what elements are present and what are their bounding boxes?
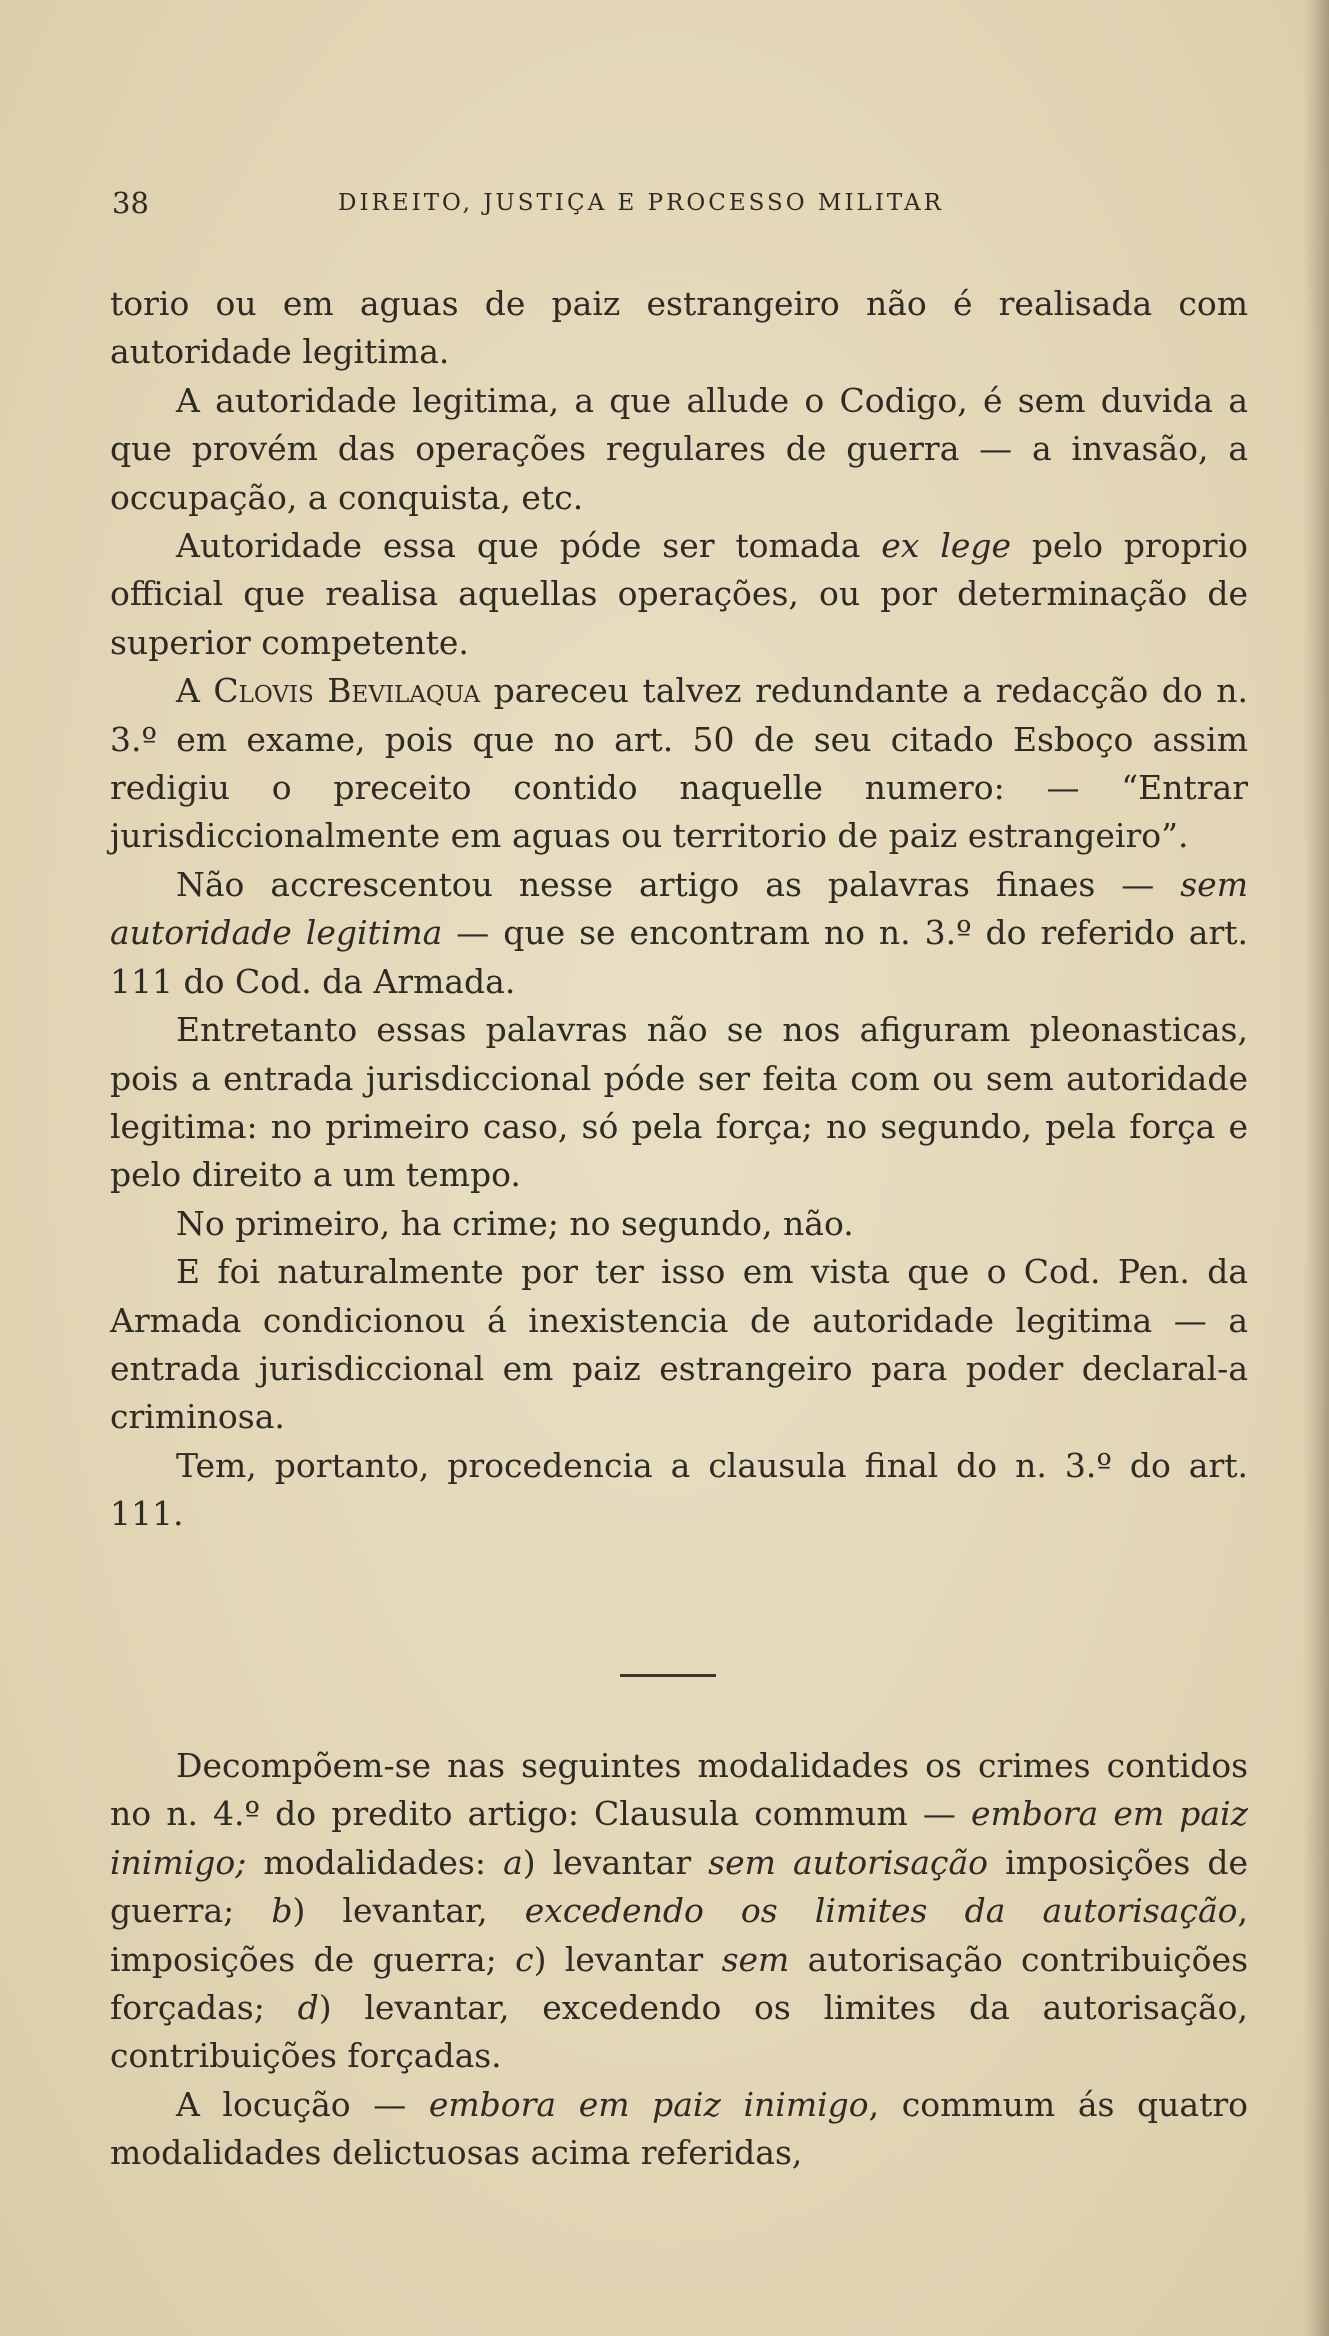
- running-title: DIREITO, JUSTIÇA E PROCESSO MILITAR: [338, 190, 944, 216]
- emphasis-text: embora em paiz inimigo: [428, 2084, 869, 2124]
- paragraph: [110, 1442, 1248, 1539]
- body-text-bottom: [110, 1742, 1248, 2178]
- paragraph-text: modalidades:: [246, 1842, 504, 1882]
- paragraph-text: autorisação contribuições forçadas;: [110, 1939, 1248, 2028]
- emphasis-text: excedendo os limites da autorisação: [524, 1891, 1238, 1931]
- list-letter: d: [297, 1988, 319, 2028]
- paragraph-text: A locução —: [176, 2084, 429, 2124]
- paragraph-text: No primeiro, ha crime; no segundo, não.: [176, 1203, 854, 1243]
- emphasis-text: sem: [721, 1939, 790, 1979]
- paragraph-text: ) levantar,: [292, 1891, 525, 1931]
- paragraph: [110, 1006, 1248, 1200]
- paragraph: [110, 522, 1248, 667]
- emphasis-text: sem autoridade legitima: [110, 864, 1248, 953]
- paragraph-text: ) levantar, excedendo os limites da autorisação, contribuições forçadas.: [110, 1988, 1248, 2076]
- paragraph: [110, 861, 1248, 1006]
- paragraph-text: Tem, portanto, procedencia a clausula final do n. 3.º do art. 111.: [110, 1445, 1248, 1534]
- list-letter: c: [515, 1939, 534, 1979]
- paragraph: [110, 377, 1248, 522]
- paragraph-text: pelo proprio official que realisa aquellas operações, ou por determinação de superior competente.: [110, 526, 1248, 662]
- paragraph-text: — que se encontram no n. 3.º do referido art. 111 do Cod. da Armada.: [110, 913, 1249, 1001]
- emphasis-text: embora em paiz inimigo;: [110, 1794, 1248, 1882]
- paragraph-text: torio ou em aguas de paiz estrangeiro não é realisada com autoridade legitima.: [110, 284, 1248, 372]
- running-head: [112, 186, 1252, 220]
- paragraph: [110, 2081, 1248, 2178]
- paragraph-text: imposições de guerra;: [110, 1842, 1248, 1931]
- paragraph-text: Não accrescentou nesse artigo as palavras finaes —: [176, 864, 1181, 904]
- paragraph-text: Autoridade essa que póde ser tomada: [176, 526, 882, 566]
- paragraph-text: Decompõem-se nas seguintes modalidades os crimes contidos no n. 4.º do predito artigo: Clausula commum —: [110, 1746, 1248, 1834]
- page-number: 38: [112, 186, 149, 220]
- paragraph-text: E foi naturalmente por ter isso em vista que o Cod. Pen. da Armada condicionou á inexistencia de autoridade legitima — a entrada jurisdiccional em paiz estrangeiro para poder declaral-a criminosa.: [110, 1252, 1248, 1437]
- paragraph-text: ) levantar: [533, 1939, 722, 1979]
- list-letter: a: [503, 1842, 523, 1882]
- page-edge-shadow: [1303, 0, 1329, 2336]
- section-divider: [620, 1674, 716, 1677]
- latin-phrase: ex lege: [881, 526, 1012, 566]
- paragraph: [110, 667, 1248, 861]
- list-letter: b: [271, 1891, 293, 1931]
- paragraph-text: , commum ás quatro modalidades delictuosas acima referidas,: [110, 2084, 1248, 2173]
- paragraph-text: ) levantar: [522, 1842, 709, 1882]
- paragraph: [110, 1200, 1248, 1248]
- paragraph-text: pareceu talvez redundante a redacção do n. 3.º em exame, pois que no art. 50 de seu citado Esboço assim redigiu o preceito contido naquelle numero: — “Entrar jurisdiccionalmente em aguas ou territorio de paiz estrangeiro”.: [110, 671, 1248, 856]
- paragraph: [110, 280, 1248, 377]
- body-text-top: [110, 280, 1248, 1539]
- emphasis-text: sem autorisação: [708, 1842, 989, 1882]
- paragraph: [110, 1248, 1248, 1442]
- paragraph-text: A autoridade legitima, a que allude o Codigo, é sem duvida a que provém das operações regulares de guerra — a invasão, a occupação, a conquista, etc.: [110, 380, 1248, 517]
- author-name: Clovis Bevilaqua: [213, 671, 481, 711]
- paragraph-text: A: [176, 671, 214, 711]
- paragraph-text: , imposições de guerra;: [110, 1891, 1248, 1979]
- paragraph: [110, 1742, 1248, 2081]
- paragraph-text: Entretanto essas palavras não se nos afiguram pleonasticas, pois a entrada jurisdiccional póde ser feita com ou sem autoridade legitima: no primeiro caso, só pela força; no segundo, pela força e pelo direito a um tempo.: [110, 1010, 1248, 1195]
